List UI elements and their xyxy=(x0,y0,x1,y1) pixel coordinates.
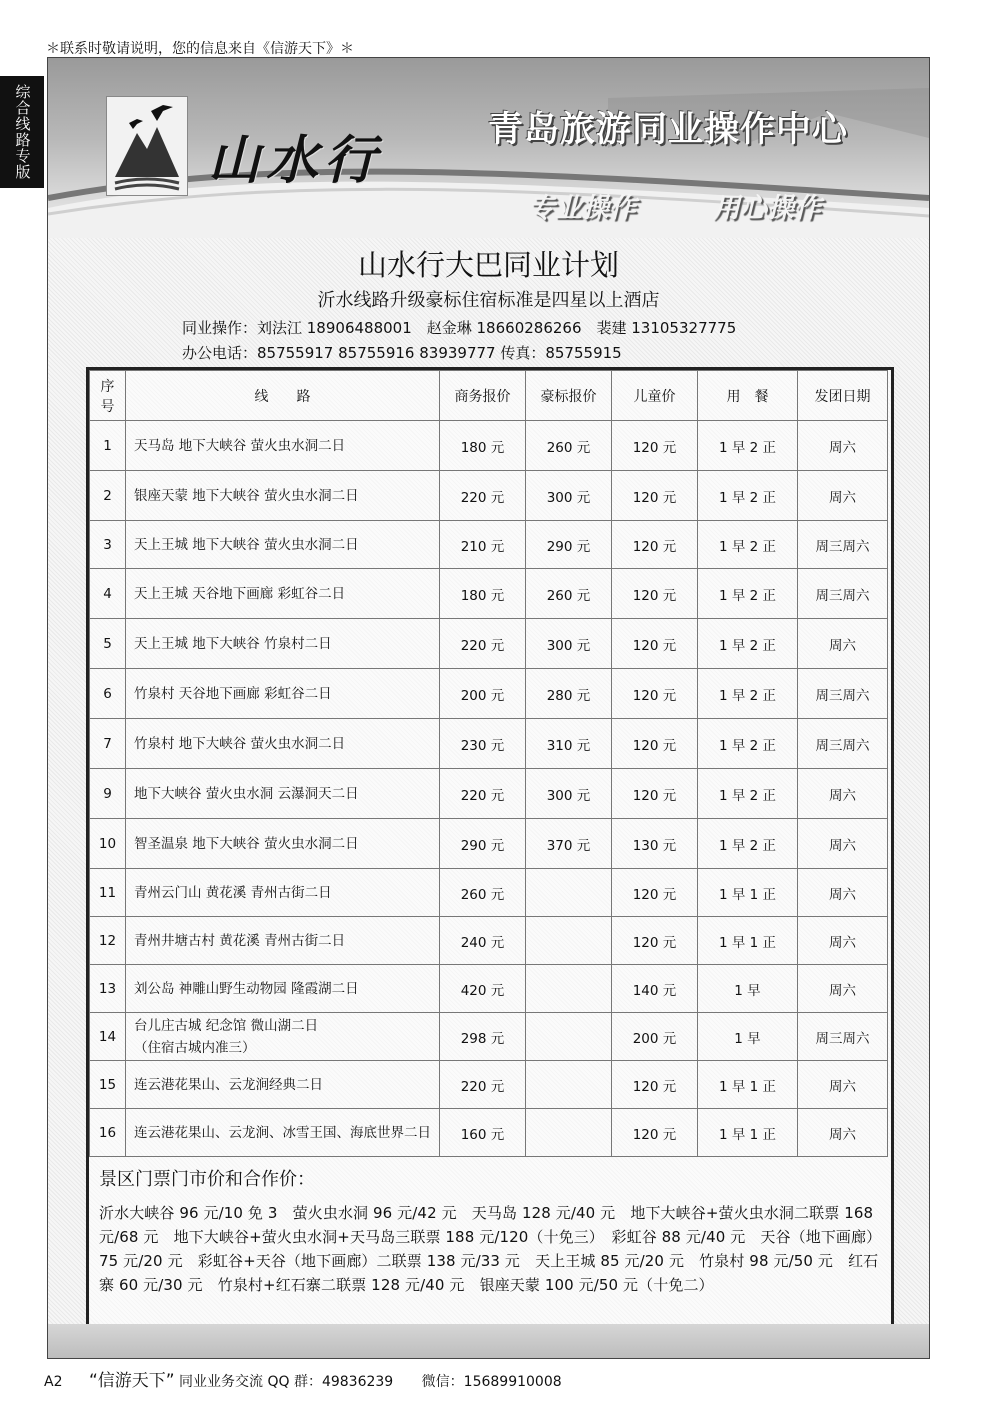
cell-route xyxy=(126,1013,440,1061)
cell-deluxe-price xyxy=(526,819,612,869)
cell-meals xyxy=(698,769,798,819)
cell-child-price xyxy=(612,421,698,471)
cell-deluxe-price xyxy=(526,471,612,521)
cell-no-text: 15 xyxy=(98,1076,117,1093)
cell-route xyxy=(126,869,440,917)
header-deluxe-price: 豪标报价 xyxy=(526,371,612,421)
cell-no-text: 10 xyxy=(98,835,117,852)
cell-child-price-text: 120 元 xyxy=(632,489,677,506)
cell-departure-text: 周六 xyxy=(829,886,856,903)
slogan-careful: 用心操作 xyxy=(713,193,821,224)
cell-business-price xyxy=(440,769,526,819)
cell-route xyxy=(126,1061,440,1109)
ticket-prices-body: 沂水大峡谷 96 元/10 免 3 萤火虫水洞 96 元/42 元 天马岛 128 元/40 元 地下大峡谷+萤火虫水洞二联票 168 元/68 元 地下大峡谷+萤火虫水洞+天马岛三联票 188 元/120（十免三） 彩虹谷 88 元/40 元 天谷（地下画廊）75 元/20 元 彩虹谷+天谷（地下画廊）二联票 138 元/33 元 天上王城 85 元/20 元 竹泉村 98 元/50 元 红石寨 60 元/30 元 竹泉村+红石寨二联票 128 元/40 元 银座天蒙 100 元/50 元（十免二） xyxy=(99,1204,882,1294)
cell-business-price xyxy=(440,719,526,769)
cell-no xyxy=(90,1061,126,1109)
table-row xyxy=(90,521,888,569)
cell-child-price xyxy=(612,1061,698,1109)
cell-meals-text: 1 早 2 正 xyxy=(718,637,777,654)
cell-no-text: 4 xyxy=(103,585,112,602)
cell-business-price xyxy=(440,819,526,869)
cell-no xyxy=(90,569,126,619)
cell-child-price xyxy=(612,819,698,869)
cell-route-text: 天上王城 地下大峡谷 萤火虫水洞二日 xyxy=(134,536,359,553)
cell-meals xyxy=(698,719,798,769)
cell-departure xyxy=(798,769,888,819)
cell-route xyxy=(126,719,440,769)
cell-child-price xyxy=(612,669,698,719)
cell-deluxe-price-text: 260 元 xyxy=(546,587,591,604)
ticket-prices-title: 景区门票门市价和合作价： xyxy=(99,1169,315,1190)
cell-child-price xyxy=(612,1013,698,1061)
cell-route xyxy=(126,669,440,719)
cell-route-text: 竹泉村 地下大峡谷 萤火虫水洞二日 xyxy=(134,735,346,752)
cell-route-text: 青州云门山 黄花溪 青州古街二日 xyxy=(134,884,332,901)
cell-departure-text: 周三周六 xyxy=(815,687,870,704)
table-row xyxy=(90,819,888,869)
table-row xyxy=(90,917,888,965)
cell-departure xyxy=(798,1061,888,1109)
route-note: （住宿古城内准三） xyxy=(134,1039,256,1056)
cell-child-price-text: 120 元 xyxy=(632,787,677,804)
cell-business-price xyxy=(440,917,526,965)
cell-no-text: 14 xyxy=(98,1028,117,1045)
cell-business-price xyxy=(440,669,526,719)
cell-departure xyxy=(798,569,888,619)
table-row xyxy=(90,1061,888,1109)
cell-child-price xyxy=(612,1109,698,1157)
mountain-birds-icon xyxy=(107,97,187,195)
cell-no-text: 2 xyxy=(103,487,112,504)
header-meals: 用 餐 xyxy=(698,371,798,421)
table-row xyxy=(90,1013,888,1061)
cell-deluxe-price xyxy=(526,869,612,917)
page-title: 山水行大巴同业计划 xyxy=(357,248,619,282)
table-row xyxy=(90,569,888,619)
cell-meals xyxy=(698,965,798,1013)
cell-no-text: 5 xyxy=(103,635,112,652)
section-tab-label: 综合线路专版 xyxy=(13,84,32,180)
cell-departure-text: 周三周六 xyxy=(815,538,870,555)
wechat: 微信：15689910008 xyxy=(421,1374,562,1390)
route-price-panel xyxy=(86,367,894,1357)
cell-deluxe-price-text: 280 元 xyxy=(546,687,591,704)
cell-no-text: 3 xyxy=(103,536,112,553)
cell-departure-text: 周三周六 xyxy=(815,737,870,754)
table-row xyxy=(90,421,888,471)
page-number: A2 xyxy=(44,1374,63,1390)
cell-departure-text: 周六 xyxy=(829,489,856,506)
cell-child-price-text: 120 元 xyxy=(632,1078,677,1095)
header-no: 序号 xyxy=(90,371,126,421)
cell-child-price-text: 120 元 xyxy=(632,587,677,604)
cell-meals-text: 1 早 2 正 xyxy=(718,587,777,604)
cell-route-text: 刘公岛 神雕山野生动物园 隆霞湖二日 xyxy=(134,980,359,997)
cell-departure xyxy=(798,471,888,521)
cell-no xyxy=(90,965,126,1013)
top-note: ＊联系时敬请说明，您的信息来自《信游天下》＊ xyxy=(46,41,354,57)
cell-departure-text: 周六 xyxy=(829,637,856,654)
cell-child-price xyxy=(612,769,698,819)
cell-departure xyxy=(798,917,888,965)
cell-child-price xyxy=(612,521,698,569)
cell-business-price xyxy=(440,1013,526,1061)
cell-departure xyxy=(798,619,888,669)
cell-meals xyxy=(698,1013,798,1061)
cell-business-price-text: 200 元 xyxy=(460,687,505,704)
cell-business-price-text: 180 元 xyxy=(460,439,505,456)
table-row xyxy=(90,965,888,1013)
cell-no xyxy=(90,769,126,819)
cell-departure-text: 周三周六 xyxy=(815,1030,870,1047)
table-row xyxy=(90,869,888,917)
cell-business-price-text: 290 元 xyxy=(460,837,505,854)
cell-route xyxy=(126,769,440,819)
cell-deluxe-price-text: 260 元 xyxy=(546,439,591,456)
cell-business-price xyxy=(440,471,526,521)
cell-route-text: 台儿庄古城 纪念馆 微山湖二日 xyxy=(134,1017,319,1034)
cell-business-price-text: 220 元 xyxy=(460,637,505,654)
cell-meals xyxy=(698,569,798,619)
cell-business-price-text: 220 元 xyxy=(460,489,505,506)
cell-no xyxy=(90,1013,126,1061)
cell-meals-text: 1 早 2 正 xyxy=(718,687,777,704)
cell-no xyxy=(90,1109,126,1157)
cell-deluxe-price xyxy=(526,1013,612,1061)
table-header-row xyxy=(90,371,888,421)
cell-deluxe-price xyxy=(526,1109,612,1157)
page-footer xyxy=(44,1366,562,1391)
cell-no xyxy=(90,421,126,471)
cell-meals-text: 1 早 2 正 xyxy=(718,489,777,506)
cell-route xyxy=(126,521,440,569)
cell-deluxe-price xyxy=(526,521,612,569)
cell-meals xyxy=(698,421,798,471)
table-row xyxy=(90,1109,888,1157)
table-row xyxy=(90,769,888,819)
cell-departure xyxy=(798,869,888,917)
cell-business-price xyxy=(440,1109,526,1157)
ticket-prices xyxy=(89,1157,891,1297)
cell-no-text: 16 xyxy=(98,1124,117,1141)
table-body xyxy=(90,421,888,1157)
cell-deluxe-price-text: 300 元 xyxy=(546,787,591,804)
slogan-professional: 专业操作 xyxy=(528,193,636,224)
cell-child-price xyxy=(612,619,698,669)
cell-deluxe-price xyxy=(526,719,612,769)
cell-meals xyxy=(698,471,798,521)
table-row xyxy=(90,619,888,669)
footer-band xyxy=(48,1324,929,1358)
contact-operators: 同业操作：刘法江 18906488001 赵金琳 18660286266 裴建 13105327775 xyxy=(182,319,737,337)
cell-route xyxy=(126,619,440,669)
cell-meals xyxy=(698,619,798,669)
cell-child-price-text: 120 元 xyxy=(632,737,677,754)
cell-departure-text: 周六 xyxy=(829,982,856,999)
cell-route xyxy=(126,471,440,521)
header-child-price: 儿童价 xyxy=(612,371,698,421)
cell-departure xyxy=(798,669,888,719)
cell-meals-text: 1 早 2 正 xyxy=(718,538,777,555)
cell-no-text: 7 xyxy=(103,735,112,752)
qq-group: 同业业务交流 QQ 群：49836239 xyxy=(179,1374,394,1390)
page-subtitle: 沂水线路升级豪标住宿标准是四星以上酒店 xyxy=(317,290,660,311)
cell-meals-text: 1 早 1 正 xyxy=(718,886,777,903)
cell-no-text: 9 xyxy=(103,785,112,802)
cell-meals-text: 1 早 xyxy=(734,982,761,999)
cell-deluxe-price xyxy=(526,569,612,619)
cell-meals-text: 1 早 2 正 xyxy=(718,837,777,854)
cell-deluxe-price xyxy=(526,965,612,1013)
cell-route-text: 地下大峡谷 萤火虫水洞 云瀑洞天二日 xyxy=(134,785,359,802)
cell-departure-text: 周三周六 xyxy=(815,587,870,604)
cell-meals-text: 1 早 xyxy=(734,1030,761,1047)
cell-no-text: 12 xyxy=(98,932,117,949)
cell-business-price-text: 260 元 xyxy=(460,886,505,903)
cell-deluxe-price-text: 300 元 xyxy=(546,637,591,654)
header-departure: 发团日期 xyxy=(798,371,888,421)
cell-business-price-text: 220 元 xyxy=(460,1078,505,1095)
header-route: 线 路 xyxy=(126,371,440,421)
cell-route-text: 连云港花果山、云龙涧经典二日 xyxy=(134,1076,323,1093)
cell-meals xyxy=(698,1061,798,1109)
cell-business-price xyxy=(440,421,526,471)
section-tab xyxy=(0,76,44,188)
cell-departure xyxy=(798,719,888,769)
cell-child-price-text: 120 元 xyxy=(632,538,677,555)
cell-departure xyxy=(798,521,888,569)
cell-route xyxy=(126,819,440,869)
cell-business-price xyxy=(440,965,526,1013)
cell-child-price xyxy=(612,917,698,965)
cell-deluxe-price xyxy=(526,421,612,471)
cell-child-price-text: 120 元 xyxy=(632,886,677,903)
cell-child-price-text: 120 元 xyxy=(632,934,677,951)
cell-route-text: 银座天蒙 地下大峡谷 萤火虫水洞二日 xyxy=(134,487,359,504)
cell-meals-text: 1 早 2 正 xyxy=(718,787,777,804)
cell-meals xyxy=(698,1109,798,1157)
cell-child-price xyxy=(612,719,698,769)
cell-no xyxy=(90,917,126,965)
cell-meals xyxy=(698,819,798,869)
cell-departure xyxy=(798,1109,888,1157)
cell-deluxe-price-text: 370 元 xyxy=(546,837,591,854)
cell-departure-text: 周六 xyxy=(829,787,856,804)
cell-no xyxy=(90,521,126,569)
cell-child-price-text: 120 元 xyxy=(632,687,677,704)
cell-no-text: 13 xyxy=(98,980,117,997)
table-row xyxy=(90,669,888,719)
cell-deluxe-price-text: 310 元 xyxy=(546,737,591,754)
cell-business-price-text: 220 元 xyxy=(460,787,505,804)
table-row xyxy=(90,719,888,769)
cell-meals xyxy=(698,521,798,569)
cell-no xyxy=(90,669,126,719)
cell-business-price xyxy=(440,1061,526,1109)
cell-child-price-text: 140 元 xyxy=(632,982,677,999)
route-price-table xyxy=(89,370,888,1157)
cell-no xyxy=(90,869,126,917)
cell-no xyxy=(90,619,126,669)
cell-route-text: 天上王城 天谷地下画廊 彩虹谷二日 xyxy=(134,585,346,602)
cell-route xyxy=(126,917,440,965)
contact-office: 办公电话：85755917 85755916 83939777 传真：85755915 xyxy=(182,344,622,362)
cell-meals-text: 1 早 1 正 xyxy=(718,1126,777,1143)
cell-route xyxy=(126,1109,440,1157)
cell-meals-text: 1 早 2 正 xyxy=(718,737,777,754)
cell-departure-text: 周六 xyxy=(829,934,856,951)
cell-business-price xyxy=(440,869,526,917)
cell-route-text: 天马岛 地下大峡谷 萤火虫水洞二日 xyxy=(134,437,346,454)
cell-business-price xyxy=(440,521,526,569)
cell-departure xyxy=(798,819,888,869)
cell-child-price xyxy=(612,471,698,521)
cell-deluxe-price xyxy=(526,619,612,669)
cell-departure xyxy=(798,421,888,471)
cell-deluxe-price-text: 290 元 xyxy=(546,538,591,555)
cell-business-price-text: 230 元 xyxy=(460,737,505,754)
cell-route-text: 天上王城 地下大峡谷 竹泉村二日 xyxy=(134,635,332,652)
cell-business-price-text: 160 元 xyxy=(460,1126,505,1143)
cell-child-price-text: 120 元 xyxy=(632,439,677,456)
cell-meals-text: 1 早 1 正 xyxy=(718,1078,777,1095)
cell-meals-text: 1 早 2 正 xyxy=(718,439,777,456)
cell-meals xyxy=(698,917,798,965)
cell-departure-text: 周六 xyxy=(829,837,856,854)
cell-no-text: 11 xyxy=(98,884,117,901)
brand-logo xyxy=(106,96,188,196)
cell-business-price xyxy=(440,569,526,619)
table-row xyxy=(90,471,888,521)
cell-route-text: 青州井塘古村 黄花溪 青州古街二日 xyxy=(134,932,346,949)
cell-deluxe-price xyxy=(526,769,612,819)
cell-no xyxy=(90,819,126,869)
cell-meals xyxy=(698,869,798,917)
cell-business-price-text: 210 元 xyxy=(460,538,505,555)
cell-departure-text: 周六 xyxy=(829,439,856,456)
cell-route-text: 竹泉村 天谷地下画廊 彩虹谷二日 xyxy=(134,685,332,702)
center-title: 青岛旅游同业操作中心 xyxy=(488,110,849,150)
cell-child-price xyxy=(612,965,698,1013)
cell-child-price-text: 120 元 xyxy=(632,637,677,654)
cell-child-price-text: 200 元 xyxy=(632,1030,677,1047)
cell-deluxe-price xyxy=(526,669,612,719)
cell-route-text: 智圣温泉 地下大峡谷 萤火虫水洞二日 xyxy=(134,835,359,852)
cell-departure xyxy=(798,1013,888,1061)
cell-no-text: 6 xyxy=(103,685,112,702)
cell-deluxe-price xyxy=(526,917,612,965)
cell-departure-text: 周六 xyxy=(829,1126,856,1143)
cell-deluxe-price-text: 300 元 xyxy=(546,489,591,506)
cell-route xyxy=(126,965,440,1013)
header-banner xyxy=(48,58,929,238)
cell-child-price xyxy=(612,569,698,619)
cell-child-price-text: 120 元 xyxy=(632,1126,677,1143)
cell-business-price-text: 298 元 xyxy=(460,1030,505,1047)
magazine-name: “信游天下” xyxy=(88,1371,175,1391)
cell-no xyxy=(90,719,126,769)
cell-departure xyxy=(798,965,888,1013)
cell-no-text: 1 xyxy=(103,437,112,454)
cell-child-price-text: 130 元 xyxy=(632,837,677,854)
cell-route xyxy=(126,421,440,471)
cell-business-price-text: 420 元 xyxy=(460,982,505,999)
cell-meals-text: 1 早 1 正 xyxy=(718,934,777,951)
cell-business-price-text: 180 元 xyxy=(460,587,505,604)
cell-no xyxy=(90,471,126,521)
cell-business-price xyxy=(440,619,526,669)
cell-departure-text: 周六 xyxy=(829,1078,856,1095)
header-business-price: 商务报价 xyxy=(440,371,526,421)
cell-route xyxy=(126,569,440,619)
brand-name: 山水行 xyxy=(208,130,383,191)
cell-route-text: 连云港花果山、云龙涧、冰雪王国、海底世界二日 xyxy=(134,1124,431,1141)
cell-child-price xyxy=(612,869,698,917)
cell-business-price-text: 240 元 xyxy=(460,934,505,951)
cell-deluxe-price xyxy=(526,1061,612,1109)
cell-meals xyxy=(698,669,798,719)
page-frame xyxy=(47,57,930,1359)
